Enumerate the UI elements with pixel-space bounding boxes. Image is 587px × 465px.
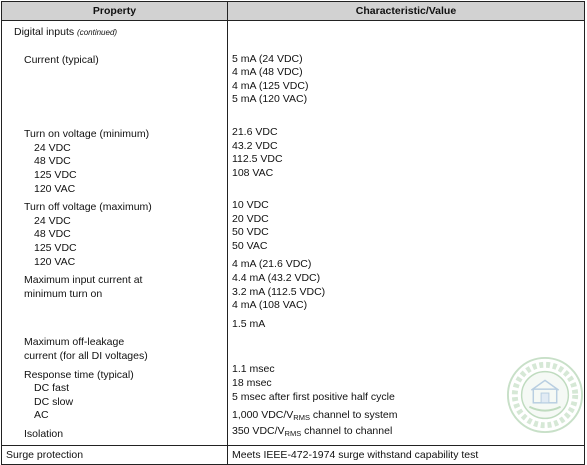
isolation-v1-post: channel to system	[309, 409, 398, 422]
isolation-v2-pre: 350 VDC/V	[232, 424, 285, 437]
surge-value: Meets IEEE-472-1974 surge withstand capability test	[228, 446, 585, 465]
leakage-label-1: Maximum off-leakage	[24, 336, 125, 349]
header-value: Characteristic/Value	[228, 2, 585, 21]
isolation-label: Isolation	[24, 427, 64, 440]
gear-seal-logo-icon	[506, 356, 584, 434]
turn-on-sub: 120 VAC	[34, 182, 76, 195]
response-sub: AC	[34, 409, 49, 422]
turn-on-label: Turn on voltage (minimum)	[24, 128, 150, 141]
turn-on-value: 112.5 VDC	[232, 153, 283, 166]
response-sub: DC fast	[34, 382, 70, 395]
turn-on-sub: 24 VDC	[34, 141, 71, 154]
response-value: 18 msec	[232, 377, 272, 390]
turn-off-value: 50 VDC	[232, 226, 269, 239]
isolation-v1-sub: RMS	[293, 413, 310, 423]
turn-off-value: 20 VDC	[232, 212, 269, 225]
current-value: 5 mA (24 VDC)	[232, 52, 303, 65]
digital-inputs-row	[2, 21, 585, 446]
turn-off-sub: 125 VDC	[34, 241, 77, 254]
leakage-value: 1.5 mA	[232, 317, 266, 330]
header-row	[2, 2, 585, 21]
turn-off-sub: 120 VAC	[34, 255, 76, 268]
max-input-value: 4 mA (21.6 VDC)	[232, 258, 312, 271]
response-value: 5 msec after first positive half cycle	[232, 390, 395, 403]
turn-off-label: Turn off voltage (maximum)	[24, 201, 152, 214]
header-property: Property	[2, 2, 228, 21]
turn-on-value: 43.2 VDC	[232, 139, 278, 152]
turn-on-sub: 48 VDC	[34, 155, 71, 168]
response-label: Response time (typical)	[24, 368, 134, 381]
property-cell	[2, 21, 228, 446]
current-value: 4 mA (125 VDC)	[232, 79, 309, 92]
response-sub: DC slow	[34, 395, 74, 408]
response-value: 1.1 msec	[232, 363, 275, 376]
max-input-value: 3.2 mA (112.5 VDC)	[232, 285, 326, 298]
turn-off-sub: 48 VDC	[34, 228, 71, 241]
section-title	[6, 25, 227, 40]
isolation-v2-sub: RMS	[284, 428, 302, 438]
section-continued: (continued)	[77, 28, 118, 37]
surge-row	[2, 446, 585, 465]
spec-table	[1, 1, 585, 465]
isolation-v2-post: channel to channel	[301, 424, 393, 437]
turn-off-value: 50 VAC	[232, 239, 268, 252]
max-input-label-1: Maximum input current at	[24, 274, 143, 287]
turn-off-value: 10 VDC	[232, 198, 269, 211]
max-input-value: 4 mA (108 VAC)	[232, 299, 308, 312]
current-label: Current (typical)	[24, 53, 99, 66]
leakage-label-2: current (for all DI voltages)	[24, 349, 148, 362]
max-input-value: 4.4 mA (43.2 VDC)	[232, 271, 321, 284]
section-title-text: Digital inputs	[14, 26, 75, 38]
surge-label: Surge protection	[2, 446, 228, 465]
turn-on-value: 108 VAC	[232, 166, 274, 179]
current-value: 4 mA (48 VDC)	[232, 66, 303, 79]
turn-on-sub: 125 VDC	[34, 168, 77, 181]
current-value: 5 mA (120 VAC)	[232, 93, 308, 106]
turn-off-sub: 24 VDC	[34, 214, 71, 227]
max-input-label-2: minimum turn on	[24, 287, 103, 300]
isolation-v1-pre: 1,000 VDC/V	[232, 409, 294, 422]
turn-on-value: 21.6 VDC	[232, 125, 278, 138]
